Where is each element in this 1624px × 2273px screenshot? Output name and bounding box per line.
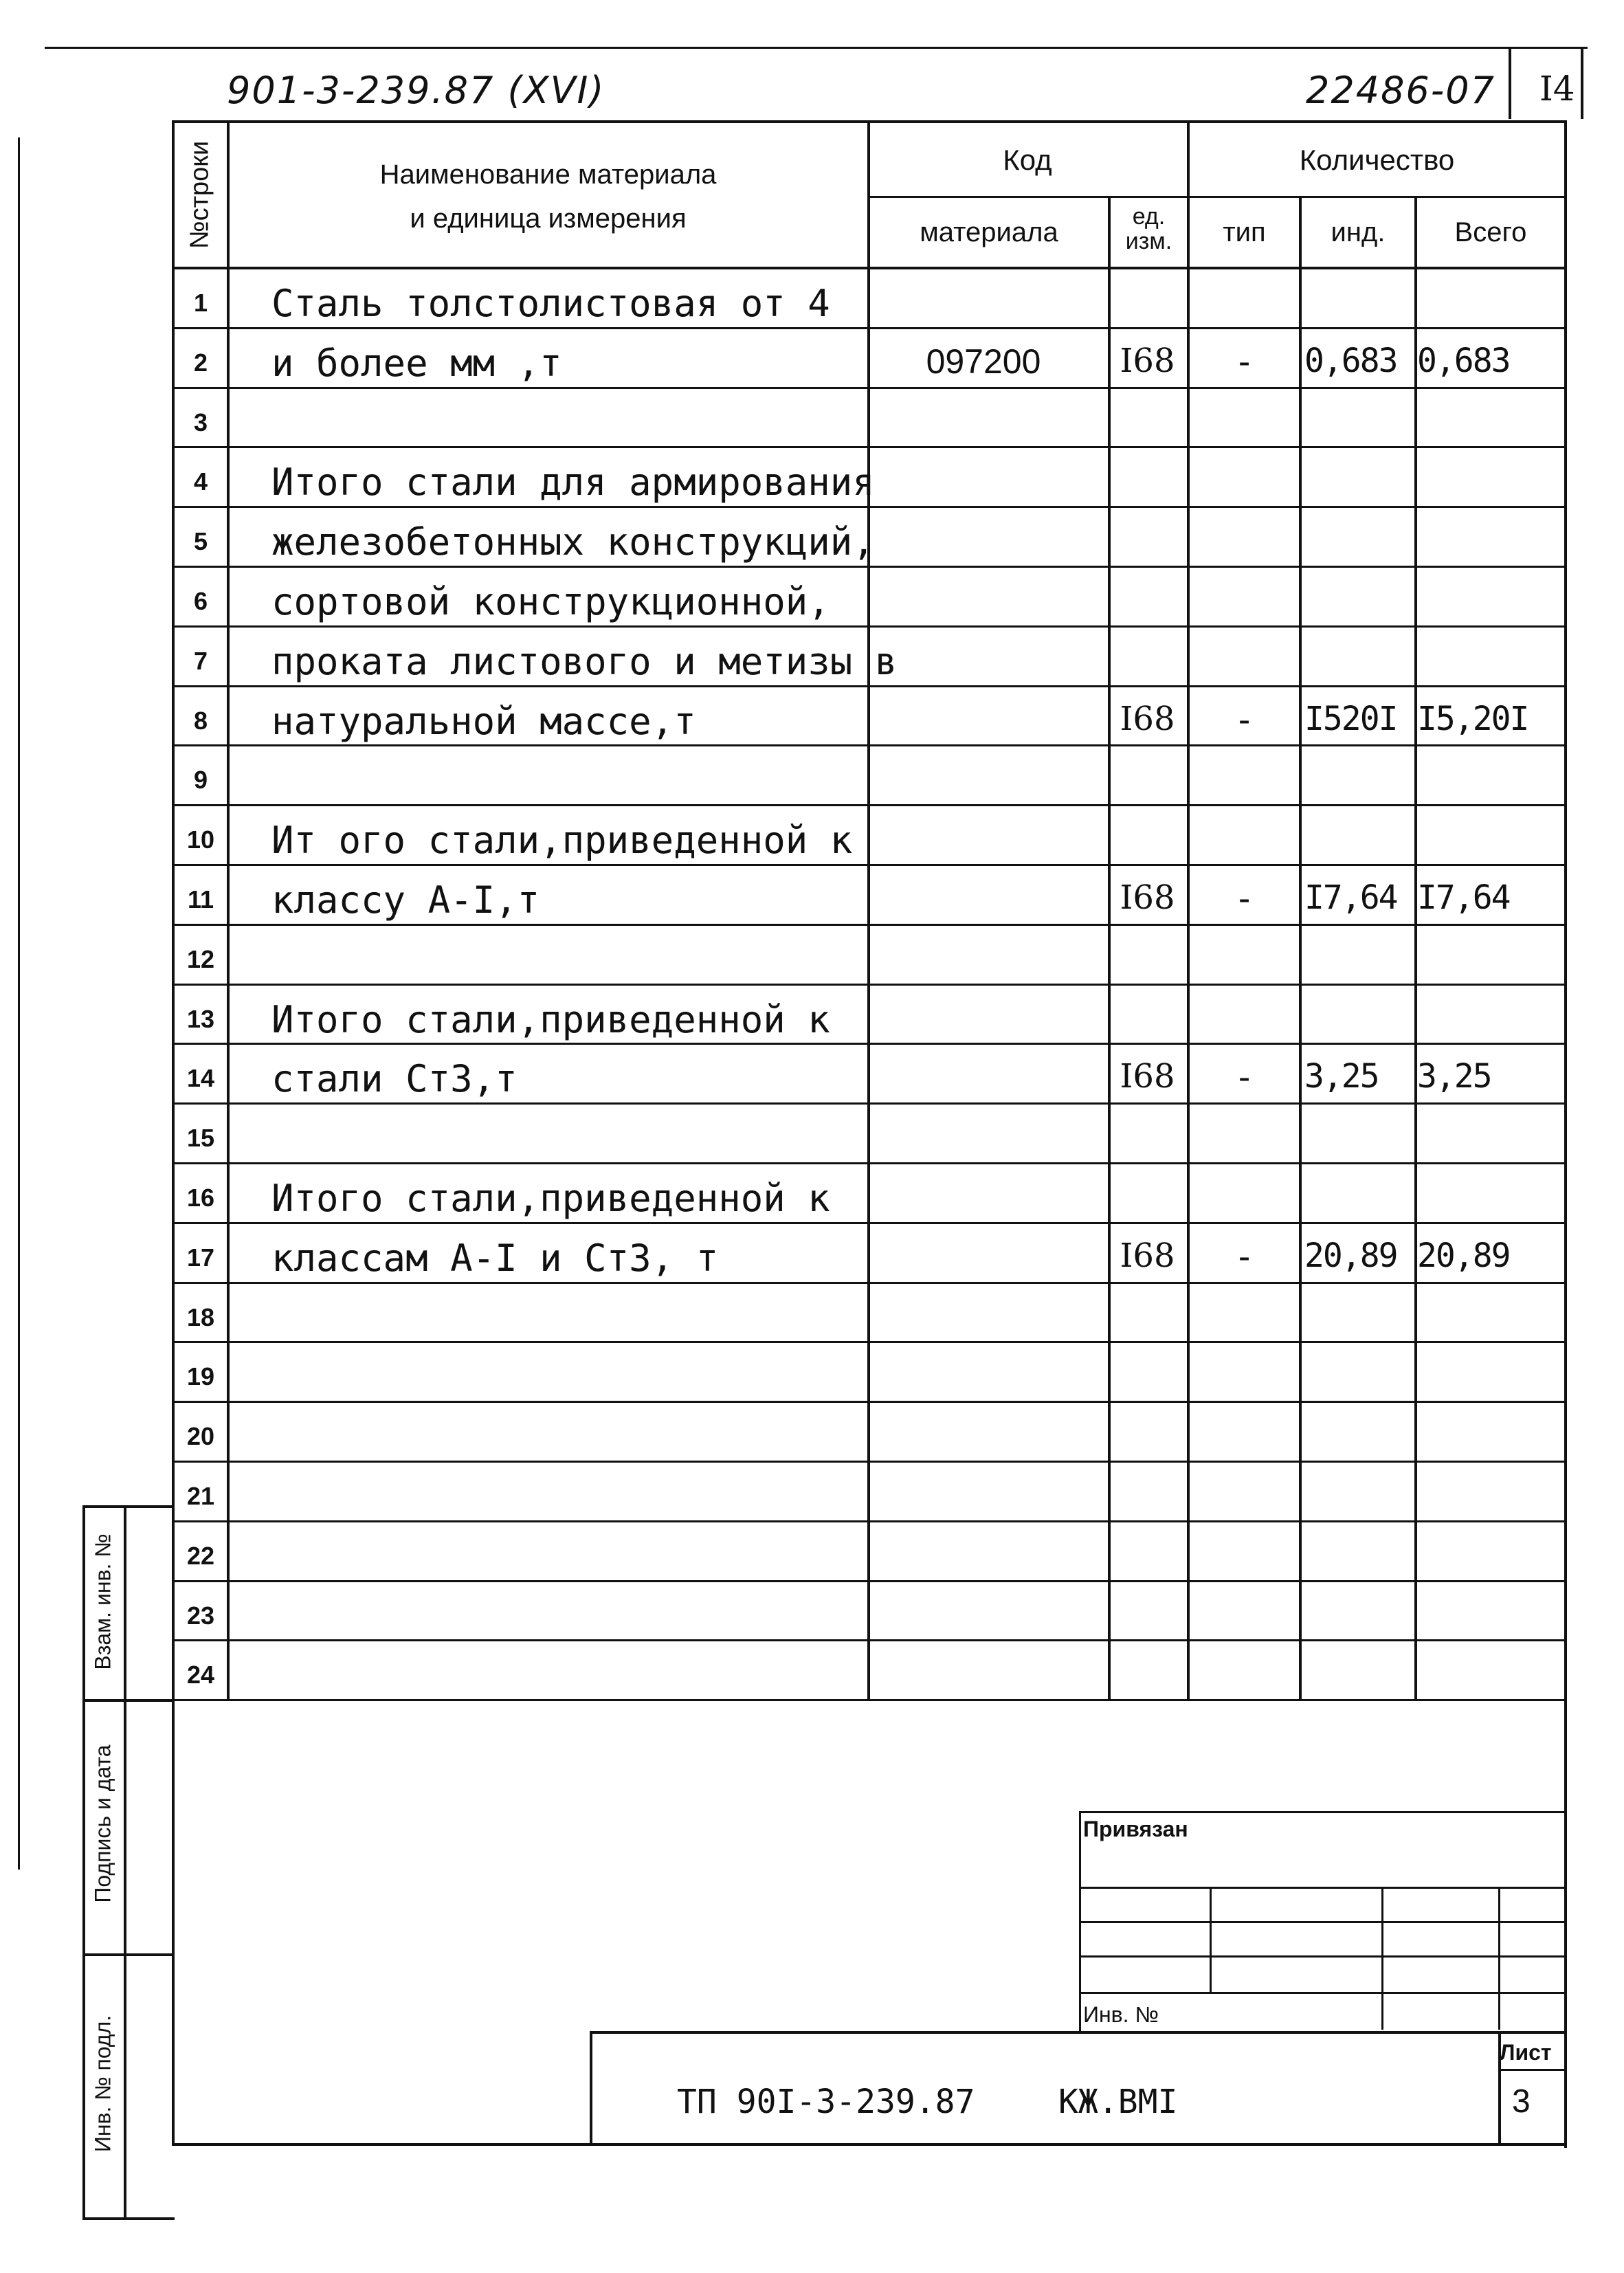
unit-header-line2: изм. xyxy=(1125,228,1172,254)
row-number: 1 xyxy=(193,289,208,317)
row-divider xyxy=(172,924,1567,926)
row-divider xyxy=(172,506,1567,508)
binding-line-4 xyxy=(1079,1992,1564,1994)
row-divider xyxy=(172,984,1567,986)
material-name-header-2: и единица измерения xyxy=(410,203,687,234)
corner-divider xyxy=(1509,47,1511,119)
material-name-cell: проката листового и метизы в xyxy=(271,640,898,683)
qty-ind-cell: I520I xyxy=(1304,700,1397,738)
material-name-cell: Итого стали для армирования xyxy=(271,461,875,504)
row-divider xyxy=(172,1699,1567,1701)
material-name-cell: сортовой конструкционной, xyxy=(271,580,830,623)
qty-type-header: тип xyxy=(1223,217,1266,247)
qty-type-cell: - xyxy=(1234,878,1255,918)
sheet-number: 3 xyxy=(1512,2083,1531,2120)
row-divider xyxy=(172,744,1567,746)
row-number: 8 xyxy=(193,707,208,735)
row-number: 10 xyxy=(186,825,215,854)
qty-type-cell: - xyxy=(1234,342,1255,381)
inv-original-label: Инв. № подл. xyxy=(90,2015,115,2153)
row-number: 9 xyxy=(193,766,208,794)
row-divider xyxy=(172,1102,1567,1105)
side-stamp-column xyxy=(82,1505,172,2220)
material-name-cell: Итого стали,приведенной к xyxy=(271,998,830,1041)
row-number: 13 xyxy=(186,1005,215,1033)
unit-header-line1: ед. xyxy=(1132,203,1166,230)
unit-code-cell: I68 xyxy=(1120,1057,1175,1096)
unit-code-cell: I68 xyxy=(1120,700,1175,738)
qty-ind-cell: 3,25 xyxy=(1304,1057,1379,1096)
row-divider xyxy=(172,1222,1567,1224)
corner-right xyxy=(1581,47,1583,119)
material-name-cell: классу А-I,т xyxy=(271,878,540,922)
material-name-cell: Ит ого стали,приведенной к xyxy=(271,819,853,862)
qty-type-cell: - xyxy=(1234,1237,1255,1276)
row-number: 16 xyxy=(186,1184,215,1212)
row-number: 4 xyxy=(193,467,208,496)
binding-col-3 xyxy=(1498,1887,1500,2030)
material-code-cell: 097200 xyxy=(926,342,1041,381)
row-divider xyxy=(172,625,1567,628)
row-divider xyxy=(172,327,1567,329)
material-name-cell: Сталь толстолистовая от 4 xyxy=(271,282,830,325)
row-divider xyxy=(172,1401,1567,1403)
row-number: 11 xyxy=(187,885,214,913)
qty-ind-cell: I7,64 xyxy=(1304,878,1397,917)
row-number-label: №строки xyxy=(185,140,214,250)
header-bottom xyxy=(172,267,1567,269)
code-material-header: материала xyxy=(920,217,1058,247)
binding-col-1 xyxy=(1210,1887,1212,1993)
row-number: 7 xyxy=(193,647,208,675)
row-divider xyxy=(172,446,1567,448)
col-sep-code xyxy=(1108,196,1111,1701)
row-divider xyxy=(172,1043,1567,1045)
document-code: ТП 90I-3-239.87 xyxy=(677,2083,975,2121)
stamp-left-border xyxy=(82,1505,85,2219)
material-name-cell: стали Ст3,т xyxy=(271,1057,518,1100)
unit-code-cell: I68 xyxy=(1120,878,1175,917)
row-number: 3 xyxy=(193,408,208,436)
quantity-header: Количество xyxy=(1299,144,1455,176)
row-number-header xyxy=(173,124,227,267)
top-border xyxy=(45,47,1588,49)
material-name-cell: и более мм ,т xyxy=(271,342,562,385)
stamp-bottom xyxy=(82,2217,175,2220)
binding-block xyxy=(1079,1811,1567,2031)
row-number: 23 xyxy=(186,1601,215,1630)
unit-code-cell: I68 xyxy=(1120,342,1175,380)
binding-line-3 xyxy=(1079,1955,1564,1958)
title-block-top xyxy=(590,2031,1566,2034)
row-divider xyxy=(172,1341,1567,1343)
binding-col-2 xyxy=(1381,1887,1383,2030)
frame-left-lower xyxy=(172,1698,175,2144)
replaced-inv-label: Взам. инв. № xyxy=(90,1533,115,1670)
qty-ind-cell: 0,683 xyxy=(1304,342,1397,380)
header-subline xyxy=(867,196,1564,198)
sheet-corner-number: I4 xyxy=(1539,69,1575,109)
qty-type-cell: - xyxy=(1234,1057,1255,1097)
row-number: 5 xyxy=(193,527,208,555)
unit-header xyxy=(1111,205,1187,254)
binding-top xyxy=(1079,1811,1564,1813)
col-sep-type xyxy=(1299,196,1302,1701)
handwritten-doc-code: 901-3-239.87 (XVI) xyxy=(227,69,605,112)
row-number: 2 xyxy=(193,348,208,377)
binding-line-1 xyxy=(1079,1887,1564,1889)
material-name-header-1: Наименование материала xyxy=(379,159,717,190)
row-divider xyxy=(172,1520,1567,1522)
inv-label: Инв. № xyxy=(1083,2002,1159,2027)
archive-number: 22486-07 xyxy=(1306,69,1495,112)
sheet-label-line xyxy=(1498,2069,1567,2071)
row-number: 22 xyxy=(186,1542,215,1570)
section-code: КЖ.ВМI xyxy=(1058,2083,1178,2121)
row-number: 14 xyxy=(186,1064,215,1092)
code-header: Код xyxy=(1003,144,1052,176)
row-number: 21 xyxy=(186,1482,215,1510)
row-divider xyxy=(172,685,1567,687)
row-divider xyxy=(172,1282,1567,1284)
row-divider xyxy=(172,1580,1567,1582)
qty-type-cell: - xyxy=(1234,700,1255,740)
row-number: 6 xyxy=(193,587,208,615)
material-name-cell: железобетонных конструкций, xyxy=(271,520,875,564)
material-name-cell: натуральной массе,т xyxy=(271,700,696,743)
row-number: 18 xyxy=(186,1303,215,1331)
qty-ind-cell: 20,89 xyxy=(1304,1237,1397,1275)
material-name-cell: классам А-I и Ст3, т xyxy=(271,1237,719,1280)
row-divider xyxy=(172,864,1567,866)
row-number: 15 xyxy=(186,1124,215,1152)
row-number: 19 xyxy=(186,1362,215,1390)
material-name-cell: Итого стали,приведенной к xyxy=(271,1177,830,1220)
qty-total-cell: 20,89 xyxy=(1417,1237,1510,1275)
row-divider xyxy=(172,1162,1567,1164)
row-divider xyxy=(172,1461,1567,1463)
row-divider xyxy=(172,804,1567,806)
stamp-inner-border xyxy=(124,1505,126,2219)
qty-total-cell: I7,64 xyxy=(1417,878,1510,917)
frame-bottom xyxy=(172,2143,1567,2146)
qty-total-cell: I5,20I xyxy=(1417,700,1528,738)
row-number: 24 xyxy=(186,1661,215,1689)
row-divider xyxy=(172,1639,1567,1641)
sheet-label: Лист xyxy=(1500,2040,1552,2065)
sign-date-label: Подпись и дата xyxy=(90,1744,115,1903)
qty-total-header: Всего xyxy=(1454,217,1527,247)
col-sep-ind xyxy=(1414,196,1417,1701)
unit-code-cell: I68 xyxy=(1120,1237,1175,1275)
qty-ind-header: инд. xyxy=(1331,217,1386,247)
qty-total-cell: 0,683 xyxy=(1417,342,1510,380)
bound-label: Привязан xyxy=(1083,1817,1188,1841)
binding-line-2 xyxy=(1079,1921,1564,1923)
row-divider xyxy=(172,387,1567,389)
row-number: 20 xyxy=(186,1422,215,1450)
left-margin-line xyxy=(18,137,20,1870)
row-number: 17 xyxy=(186,1243,215,1272)
title-block-left xyxy=(590,2031,592,2144)
row-divider xyxy=(172,566,1567,568)
qty-total-cell: 3,25 xyxy=(1417,1057,1491,1096)
row-number: 12 xyxy=(186,945,215,973)
